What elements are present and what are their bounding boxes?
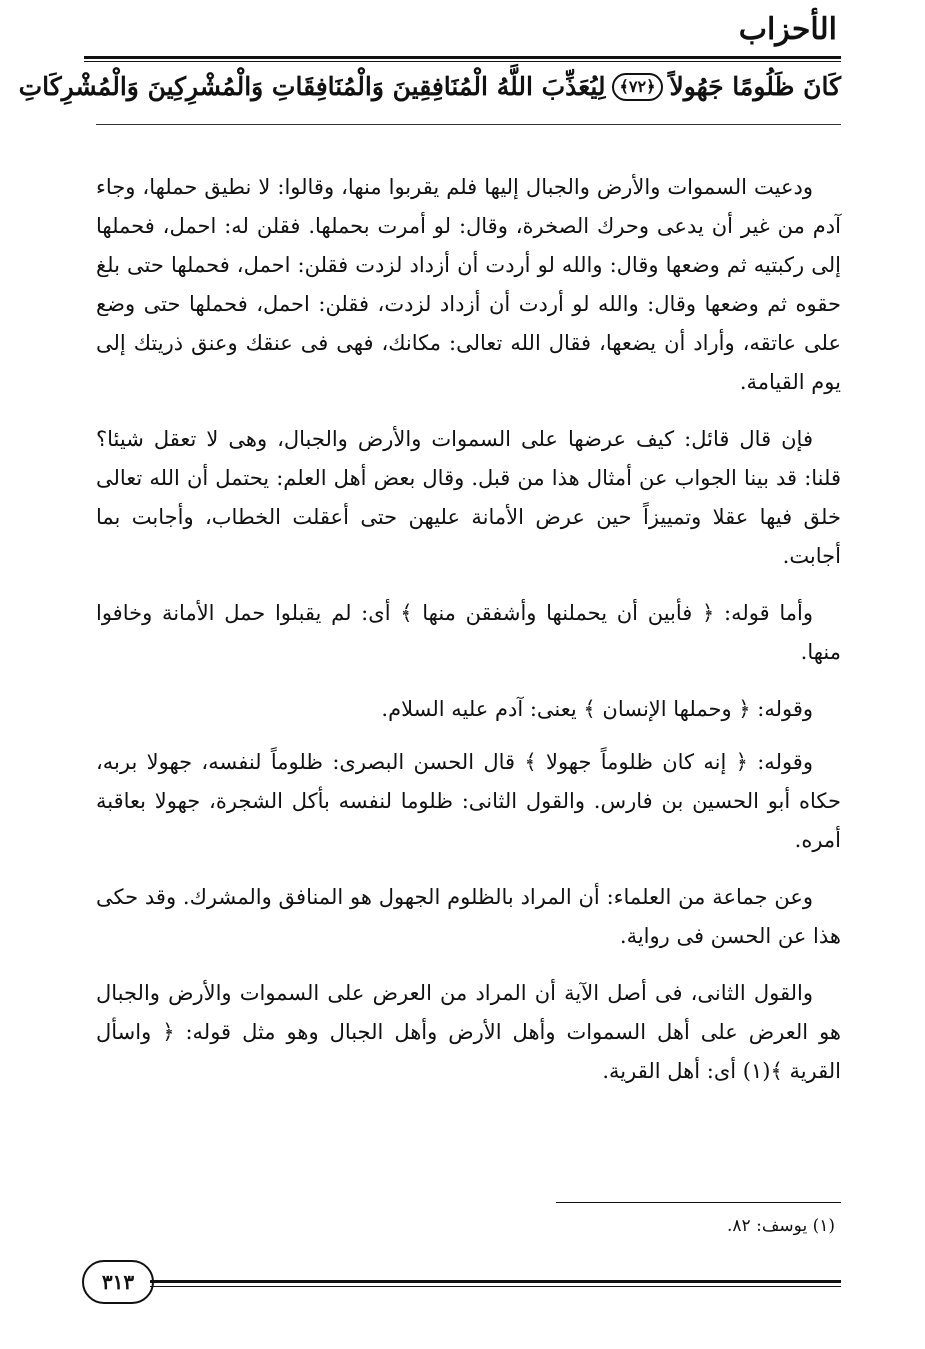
header-rule [84,56,841,59]
page-number: ٣١٣ [82,1260,154,1304]
quran-verse-line [18,72,841,101]
header-rule-thin [84,61,841,62]
paragraph: والقول الثانى، فى أصل الآية أن المراد من العرض على السموات والأرض والجبال هو العرض على أهل السموات وأهل الأرض وأهل الجبال وهو مثل قوله: ﴿ واسأل القرية ﴾(١) أى: أهل القرية. [96,981,841,1083]
verse-text-start: كَانَ ظَلُومًا جَهُولاً [669,72,841,101]
footer-rule [150,1280,841,1283]
verse-text-end: لِيُعَذِّبَ اللَّهُ الْمُنَافِقِينَ وَالْمُنَافِقَاتِ وَالْمُشْرِكِينَ وَالْمُشْرِكَاتِ [18,72,606,101]
paragraph: ودعيت السموات والأرض والجبال إليها فلم يقربوا منها، وقالوا: لا نطيق حملها، وجاء آدم من غير أن يدعى وحرك الصخرة، وقال: لو أمرت بحملها. فقلن له: احمل، فحملها إلى ركبتيه ثم وضعها وقال: والله لو أردت أن أزداد لزدت فقلن: احمل، فحملها حتى بلغ حقوه ثم وضعها وقال: والله لو أردت أن أزداد لزدت، فقلن: احمل، فحملها حتى وضع على عاتقه، وأراد أن يضعها، فقال الله تعالى: مكانك، فهى فى عنقك وعنق ذريتك إلى يوم القيامة. [96,175,841,394]
paragraph: وقوله: ﴿ إنه كان ظلوماً جهولا ﴾ قال الحسن البصرى: ظلوماً لنفسه، جهولا بربه، حكاه أبو الحسين بن فارس. والقول الثانى: ظلوما لنفسه بأكل الشجرة، جهولا بعاقبة أمره. [96,750,841,852]
ayah-number: ٧٢ [628,77,647,96]
ayah-number-marker: ﴿ ٧٢ ﴾ [612,73,664,101]
paragraph: وقوله: ﴿ وحملها الإنسان ﴾ يعنى: آدم عليه السلام. [381,697,813,721]
footnote: (١) يوسف: ٨٢. [727,1216,835,1236]
paragraph: وعن جماعة من العلماء: أن المراد بالظلوم الجهول هو المنافق والمشرك. وقد حكى هذا عن الحسن فى رواية. [96,885,841,948]
footnote-separator [556,1202,841,1203]
commentary-body [96,168,841,1105]
footer-rule-thin [150,1286,841,1287]
paragraph: فإن قال قائل: كيف عرضها على السموات والأرض والجبال، وهى لا تعقل شيئا؟ قلنا: قد بينا الجواب عن أمثال هذا من قبل. وقال بعض أهل العلم: يحتمل أن الله تعالى خلق فيها عقلا وتمييزاً حين عرض الأمانة عليهن حتى أعقلت الخطاب، وأجابت بما أجابت. [96,427,841,568]
paragraph: وأما قوله: ﴿ فأبين أن يحملنها وأشفقن منها ﴾ أى: لم يقبلوا حمل الأمانة وخافوا منها. [96,601,841,664]
surah-title: الأحزاب [738,12,837,47]
verse-underline [96,124,841,125]
